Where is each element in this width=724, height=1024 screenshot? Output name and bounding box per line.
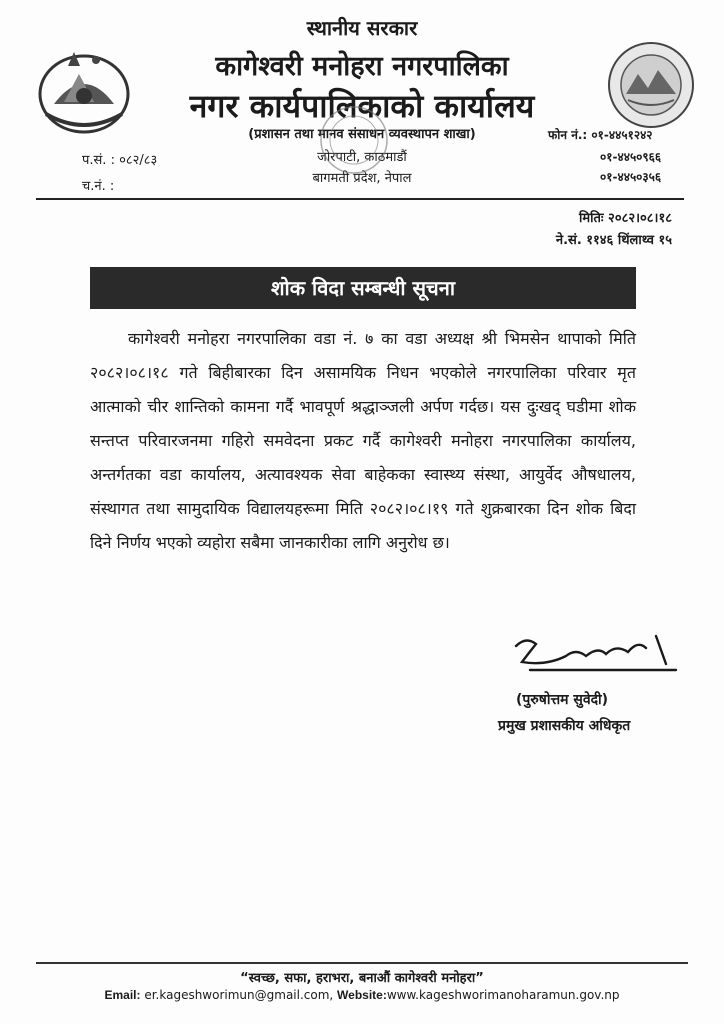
footer-divider: [36, 962, 688, 964]
dispatch-number: च.नं. :: [82, 179, 115, 194]
phone-number-1: ०१-४४५१२४२: [591, 128, 653, 142]
phone-label: फोन नं.:: [548, 128, 588, 142]
reference-number: प.सं. : ०८२/८३: [82, 153, 158, 168]
phone-block: [548, 126, 653, 143]
phone-number-2: ०१-४४५०९६६: [600, 150, 662, 164]
date-bs: मितिः २०८२।०८।१८: [578, 211, 672, 226]
notice-title: शोक विदा सम्बन्धी सूचना: [90, 267, 636, 309]
header-line-section: (प्रशासन तथा मानव संसाधन व्यवस्थापन शाखा): [248, 127, 476, 142]
phone-number-3: ०१-४४५०३५६: [600, 170, 662, 184]
handwritten-signature: [506, 626, 686, 686]
header-divider: [36, 198, 684, 200]
header-line-office: नगर कार्यपालिकाको कार्यालय: [189, 87, 535, 125]
signatory-name: (पुरुषोत्तम सुवेदी): [516, 692, 609, 708]
website-link[interactable]: www.kageshworimanoharamun.gov.np: [386, 988, 620, 1002]
email-link[interactable]: er.kageshworimun@gmail.com,: [144, 988, 334, 1002]
header-line-province: बागमती प्रदेश, नेपाल: [312, 171, 412, 186]
footer-slogan: “स्वच्छ, सफा, हराभरा, बनाऔं कागेश्वरी मनोहरा”: [240, 971, 484, 986]
notice-body: कागेश्वरी मनोहरा नगरपालिका वडा नं. ७ का वडा अध्यक्ष श्री भिमसेन थापाको मिति २०८२।०८।१८ गते बिहीबारका दिन असामयिक निधन भएकोले नगरपालिका परिवार मृत आत्माको चीर शान्तिको कामना गर्दै भावपूर्ण श्रद्धाञ्जली अर्पण गर्दछ। यस दुःखद् घडीमा शोक सन्तप्त परिवारजनमा गहिरो समवेदना प्रकट गर्दै कागेश्वरी मनोहरा नगरपालिका कार्यालय, अन्तर्गतका वडा कार्यालय, अत्यावश्यक सेवा बाहेकका स्वास्थ्य संस्था, आयुर्वेद औषधालय, संस्थागत तथा सामुदायिक विद्यालयहरूमा मिति २०८२।०८।१९ गते शुक्रबारका दिन शोक बिदा दिने निर्णय भएको व्यहोरा सबैमा जानकारीका लागि अनुरोध छ।: [90, 329, 636, 552]
footer-contact: [0, 988, 724, 1002]
office-stamp: [318, 104, 390, 176]
header-line-municipality: कागेश्वरी मनोहरा नगरपालिका: [215, 51, 509, 82]
website-label: Website:: [337, 988, 387, 1002]
header-line-local-government: स्थानीय सरकार: [306, 16, 418, 40]
signatory-title: प्रमुख प्रशासकीय अधिकृत: [498, 718, 631, 734]
email-label: Email:: [104, 988, 141, 1002]
date-nepal-sambat: ने.सं. ११४६ थिंलाथ्व १५: [555, 233, 672, 248]
header-line-address: जोरपाटी, काठमाडौं: [317, 150, 407, 165]
